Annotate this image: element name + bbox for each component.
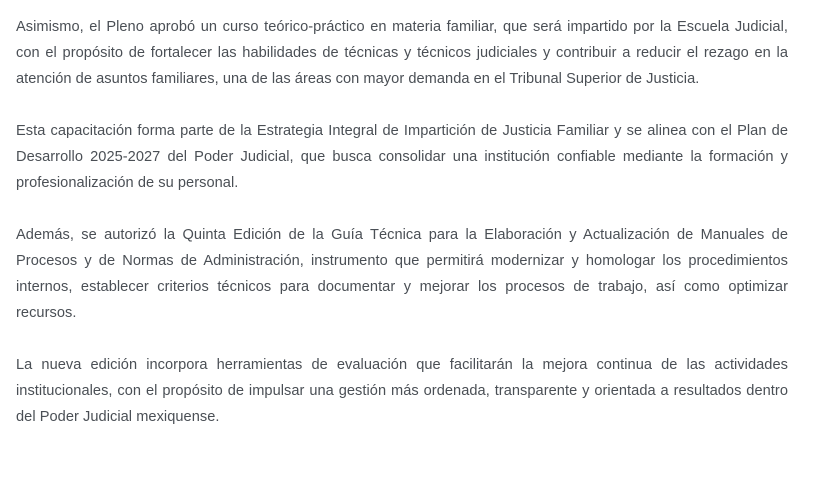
paragraph-4: La nueva edición incorpora herramientas de evaluación que facilitarán la mejora continua de las actividades institucionales, con el propósito de impulsar una gestión más ordenada, transparente y orientada a resultados dentro del Poder Judicial mexiquense.	[16, 357, 788, 425]
paragraph-1: Asimismo, el Pleno aprobó un curso teórico-práctico en materia familiar, que será impartido por la Escuela Judicial, con el propósito de fortalecer las habilidades de técnicas y técnicos judiciales y contribuir a reducir el rezago en la atención de asuntos familiares, una de las áreas con mayor demanda en el Tribunal Superior de Justicia.	[16, 19, 788, 87]
paragraph-2: Esta capacitación forma parte de la Estrategia Integral de Impartición de Justicia Familiar y se alinea con el Plan de Desarrollo 2025-2027 del Poder Judicial, que busca consolidar una institución confiable mediante la formación y profesionalización de su personal.	[16, 123, 788, 191]
article-body	[16, 14, 788, 430]
paragraph-3: Además, se autorizó la Quinta Edición de la Guía Técnica para la Elaboración y Actualización de Manuales de Procesos y de Normas de Administración, instrumento que permitirá modernizar y homologar los procedimientos internos, establecer criterios técnicos para documentar y mejorar los procesos de trabajo, así como optimizar recursos.	[16, 227, 788, 321]
